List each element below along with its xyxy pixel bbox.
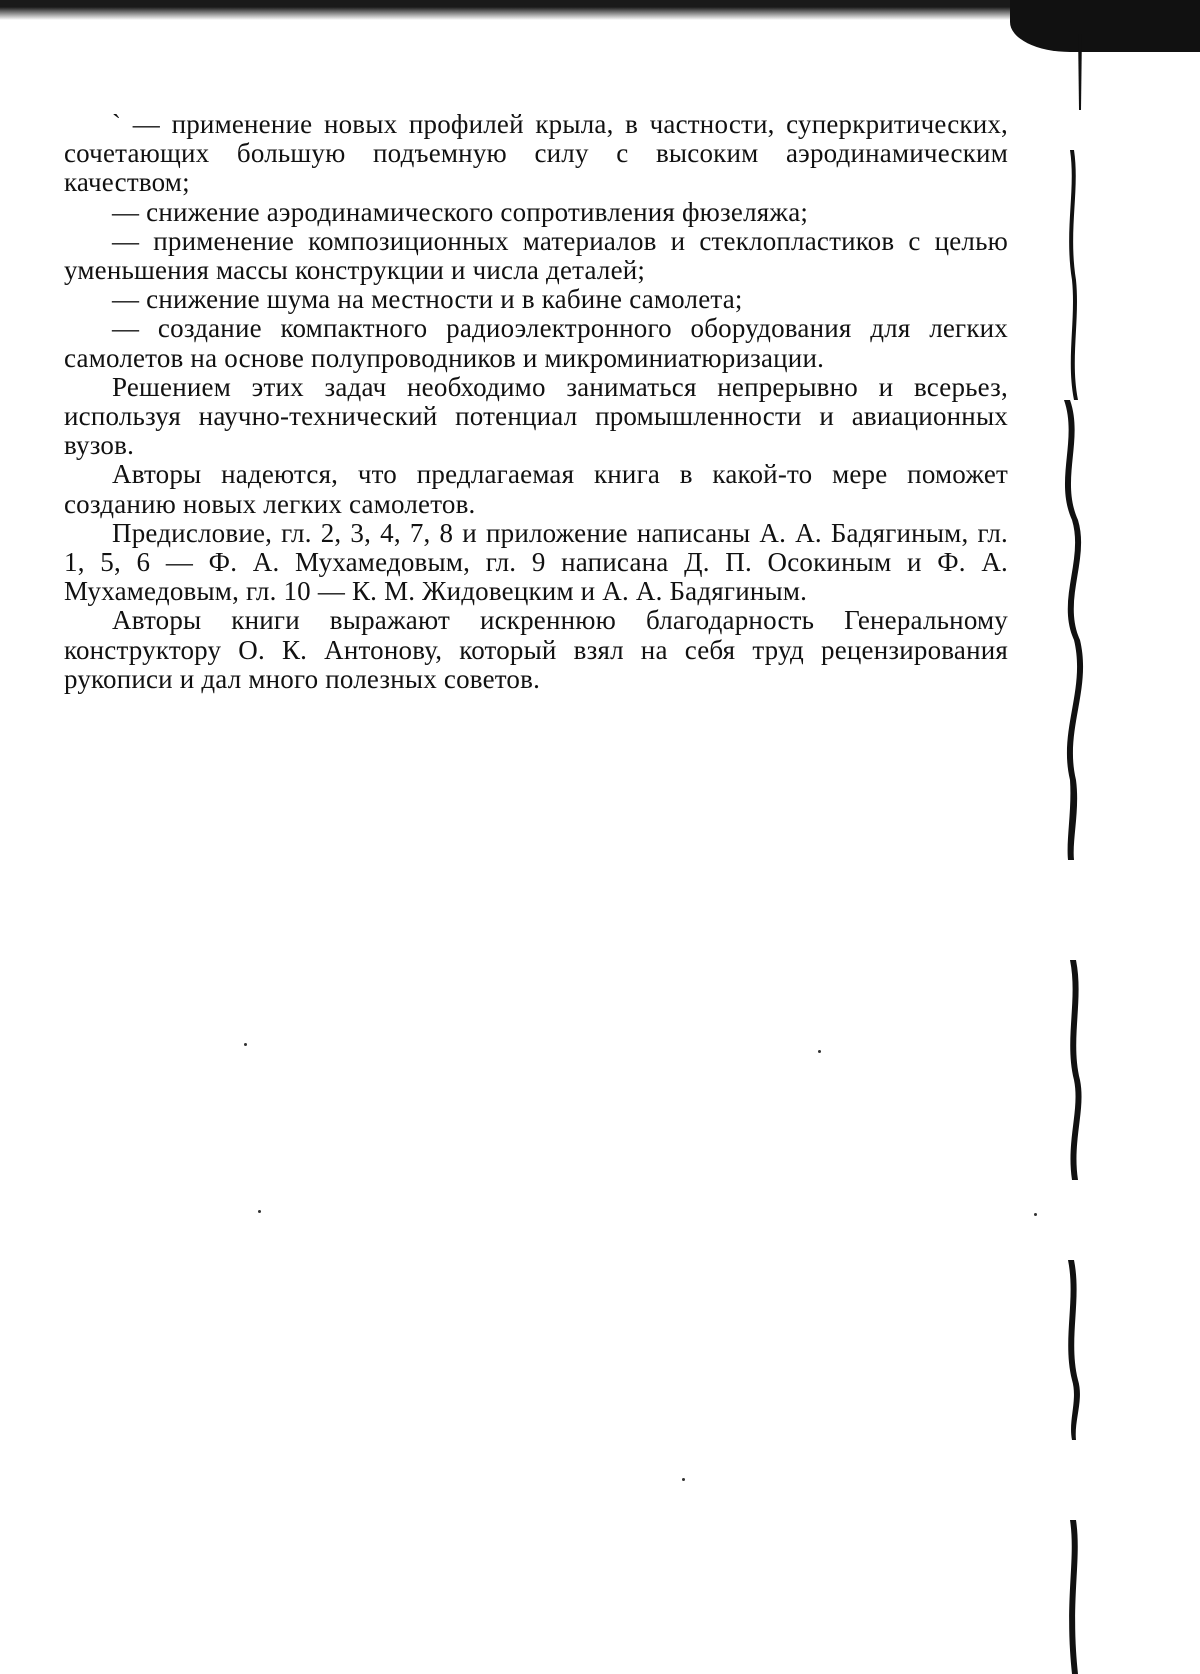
paragraph: — создание компактного радиоэлектронного оборудования для легких самолетов на основе полупроводников и микроминиатюризации. xyxy=(64,313,1008,373)
scan-speck xyxy=(682,1478,685,1481)
scan-speck xyxy=(258,1210,261,1213)
paragraph: Авторы книги выражают искреннюю благодарность Генеральному конструктору О. К. Антонову, который взял на себя труд рецензирования рукописи и дал много полезных советов. xyxy=(64,605,1008,694)
paragraph: Авторы надеются, что предлагаемая книга в какой-то мере поможет созданию новых легких самолетов. xyxy=(64,459,1008,519)
scan-speck xyxy=(244,1043,247,1046)
paragraph: — применение композиционных материалов и стеклопластиков с целью уменьшения массы конструкции и числа деталей; xyxy=(64,225,1008,286)
paragraph: — снижение аэродинамического сопротивления фюзеляжа; xyxy=(112,196,809,227)
page-body-text xyxy=(64,110,1008,694)
scan-speck xyxy=(1034,1213,1037,1216)
paragraph: ` — применение новых профилей крыла, в частности, суперкритических, сочетающих большую подъемную силу с высоким аэродинамическим качеством; xyxy=(64,109,1008,198)
scan-speck xyxy=(818,1050,821,1053)
scan-right-edge xyxy=(1050,0,1100,1674)
paragraph: Предисловие, гл. 2, 3, 4, 7, 8 и приложение написаны А. А. Бадягиным, гл. 1, 5, 6 — Ф. А. Мухамедовым, гл. 9 написана Д. П. Осокиным и Ф. А. Мухамедовым, гл. 10 — К. М. Жидовецким и А. А. Бадягиным. xyxy=(64,517,1008,607)
paragraph: — снижение шума на местности и в кабине самолета; xyxy=(112,284,743,315)
paragraph: Решением этих задач необходимо заниматься непрерывно и всерьез, используя научно-технический потенциал промышленности и авиационных вузов. xyxy=(64,371,1008,461)
scan-top-corner-shadow xyxy=(1010,0,1200,52)
